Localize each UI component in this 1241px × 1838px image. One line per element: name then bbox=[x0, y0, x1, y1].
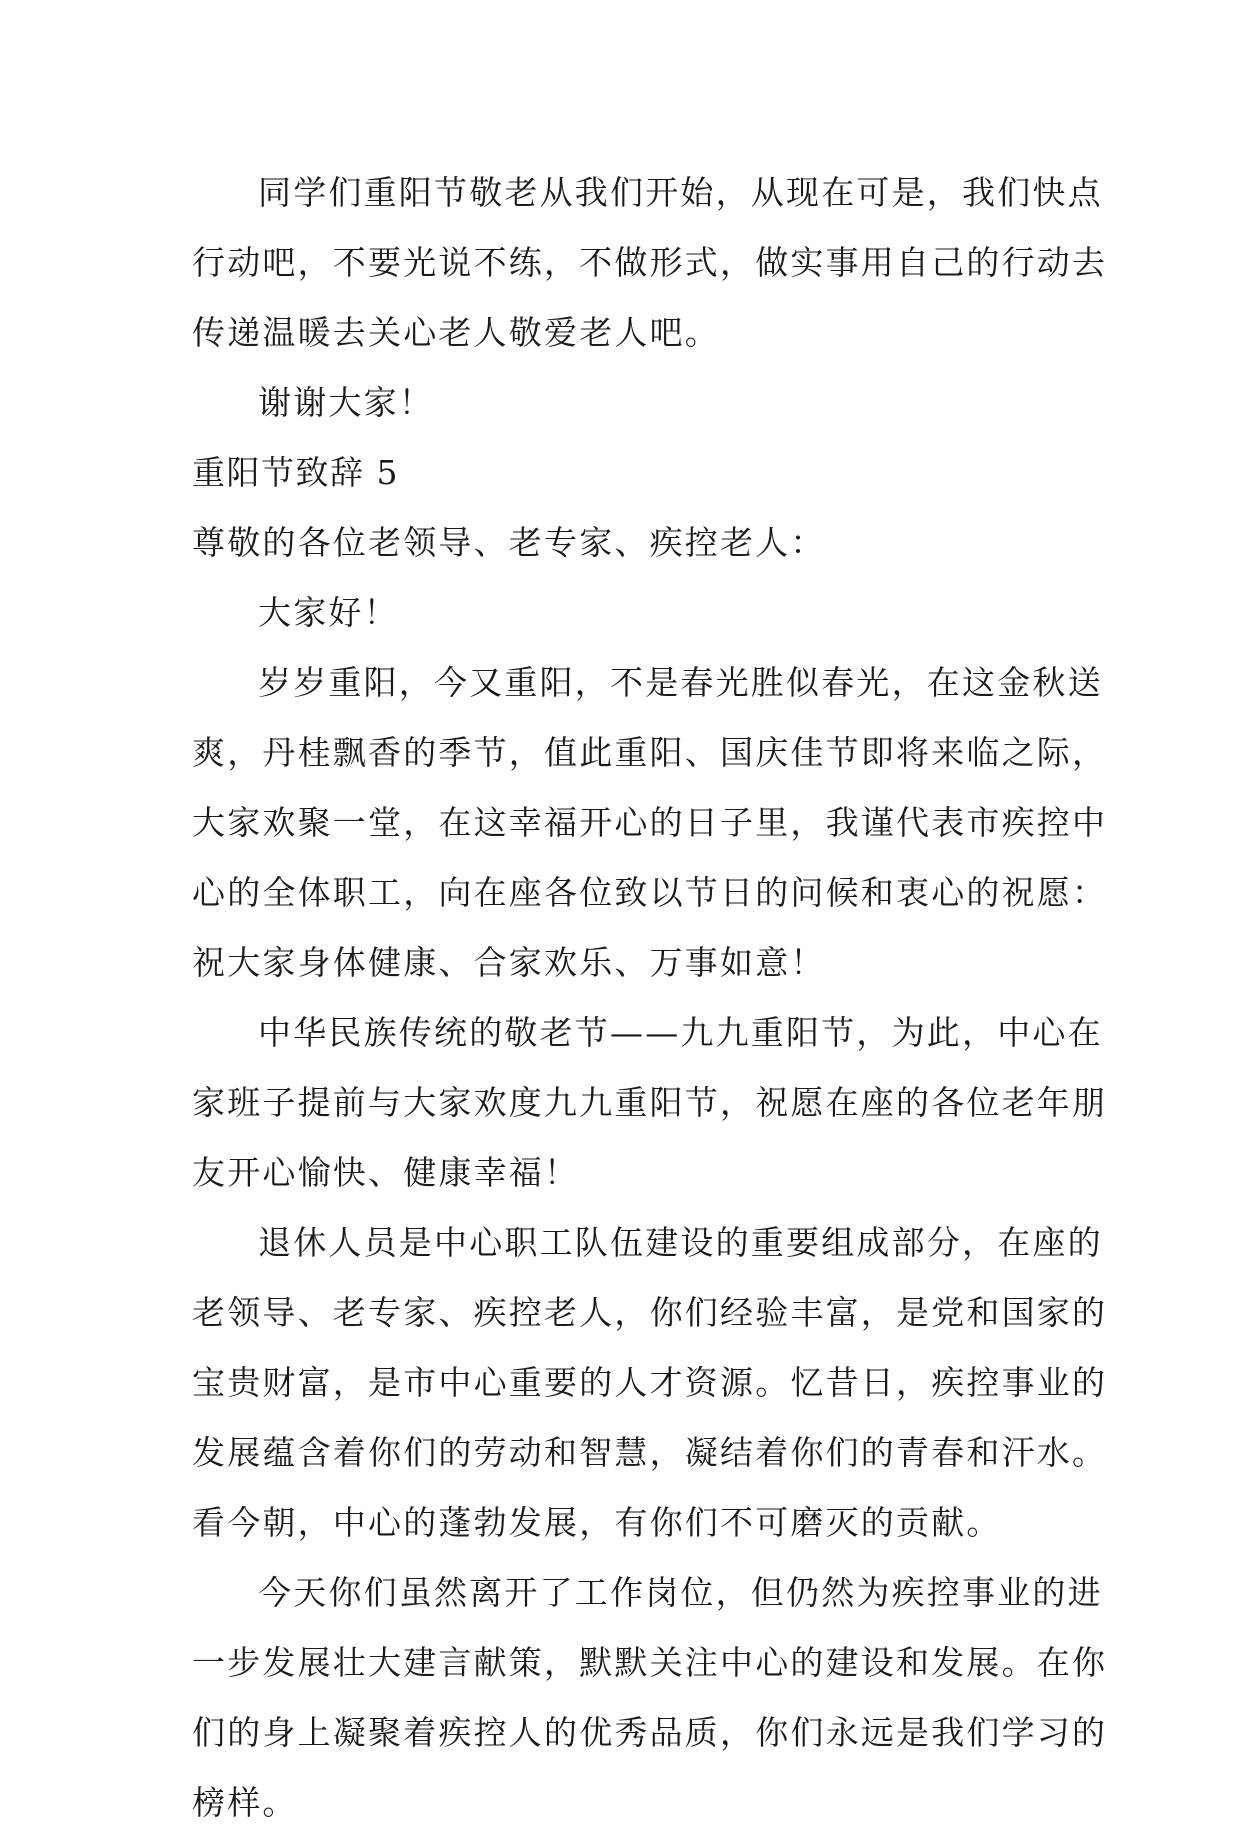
text-line: 宝贵财富，是市中心重要的人才资源。忆昔日，疾控事业的 bbox=[192, 1363, 1108, 1402]
text-line: 发展蕴含着你们的劳动和智慧，凝结着你们的青春和汗水。 bbox=[192, 1433, 1108, 1472]
text-line: 退休人员是中心职工队伍建设的重要组成部分，在座的 bbox=[258, 1223, 1103, 1262]
text-line: 祝大家身体健康、合家欢乐、万事如意！ bbox=[192, 943, 826, 982]
text-line: 老领导、老专家、疾控老人，你们经验丰富，是党和国家的 bbox=[192, 1293, 1108, 1332]
section-heading: 重阳节致辞 5 bbox=[192, 453, 399, 492]
text-line: 心的全体职工，向在座各位致以节日的问候和衷心的祝愿： bbox=[192, 873, 1108, 912]
text-line: 谢谢大家！ bbox=[258, 383, 434, 422]
text-line: 中华民族传统的敬老节——九九重阳节，为此，中心在 bbox=[258, 1013, 1103, 1052]
document-body bbox=[192, 158, 1108, 1838]
text-line: 同学们重阳节敬老从我们开始，从现在可是，我们快点 bbox=[258, 173, 1103, 212]
greeting: 大家好！ bbox=[258, 593, 399, 632]
text-line: 榜样。 bbox=[192, 1783, 298, 1822]
text-line: 爽，丹桂飘香的季节，值此重阳、国庆佳节即将来临之际， bbox=[192, 733, 1108, 772]
salutation: 尊敬的各位老领导、老专家、疾控老人： bbox=[192, 523, 826, 562]
text-line: 行动吧，不要光说不练，不做形式，做实事用自己的行动去 bbox=[192, 243, 1108, 282]
text-line: 大家欢聚一堂，在这幸福开心的日子里，我谨代表市疾控中 bbox=[192, 803, 1108, 842]
text-line: 传递温暖去关心老人敬爱老人吧。 bbox=[192, 313, 720, 352]
text-line: 友开心愉快、健康幸福！ bbox=[192, 1153, 580, 1192]
text-line: 一步发展壮大建言献策，默默关注中心的建设和发展。在你 bbox=[192, 1643, 1108, 1682]
text-line: 今天你们虽然离开了工作岗位，但仍然为疾控事业的进 bbox=[258, 1573, 1103, 1612]
text-line: 们的身上凝聚着疾控人的优秀品质，你们永远是我们学习的 bbox=[192, 1713, 1108, 1752]
text-line: 家班子提前与大家欢度九九重阳节，祝愿在座的各位老年朋 bbox=[192, 1083, 1108, 1122]
text-line: 岁岁重阳，今又重阳，不是春光胜似春光，在这金秋送 bbox=[258, 663, 1103, 702]
text-line: 看今朝，中心的蓬勃发展，有你们不可磨灭的贡献。 bbox=[192, 1503, 1002, 1542]
